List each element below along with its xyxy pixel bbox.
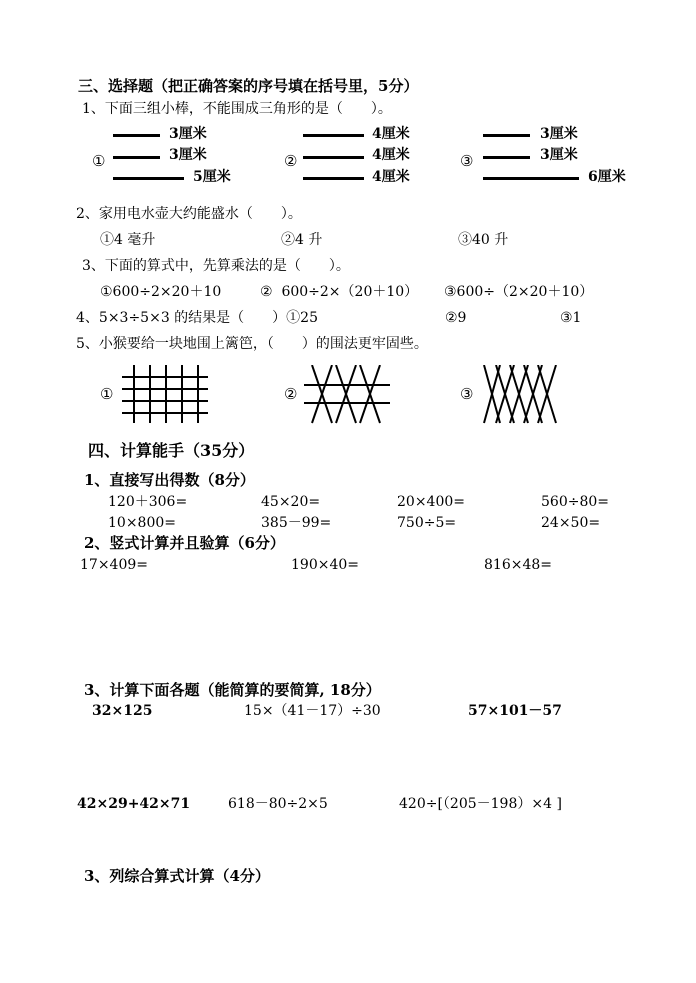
stick-length: 3厘米 bbox=[540, 126, 578, 142]
mental-math-item: 385－99= bbox=[261, 515, 332, 531]
stick bbox=[483, 134, 530, 137]
stick bbox=[303, 177, 364, 180]
simplify-item: 42×29+42×71 bbox=[77, 796, 191, 812]
stick bbox=[303, 134, 364, 137]
stick bbox=[483, 177, 579, 180]
stick bbox=[303, 156, 364, 159]
simplify-item: 15×（41－17）÷30 bbox=[244, 703, 381, 719]
simplify-item: 57×101－57 bbox=[468, 703, 562, 719]
q3-option: ③600÷（2×20＋10） bbox=[444, 284, 594, 300]
q5-text: 5、小猴要给一块地围上篱笆，（ ）的围法更牢固些。 bbox=[76, 336, 428, 352]
q3-option: ①600÷2×20＋10 bbox=[100, 284, 222, 300]
q1-option2-marker: ② bbox=[284, 152, 298, 170]
fence-grid-figure bbox=[120, 365, 210, 425]
q4-option: ③1 bbox=[560, 310, 582, 326]
stick bbox=[113, 134, 160, 137]
mental-math-item: 120＋306= bbox=[108, 494, 188, 510]
q5-marker1: ① bbox=[100, 385, 114, 403]
mental-math-item: 10×800= bbox=[108, 515, 176, 531]
stick-length: 4厘米 bbox=[372, 126, 410, 142]
q2-text: 2、家用电水壶大约能盛水（ ）。 bbox=[76, 206, 302, 222]
stick bbox=[483, 156, 530, 159]
part1-title: 1、直接写出得数（8分） bbox=[84, 471, 255, 489]
stick-length: 3厘米 bbox=[169, 126, 207, 142]
fence-cross-bar-figure bbox=[302, 365, 392, 425]
q2-option: ②4 升 bbox=[281, 232, 323, 248]
q4-text: 4、5×3÷5×3 的结果是（ ）①25 bbox=[76, 310, 318, 326]
stick bbox=[113, 177, 184, 180]
q2-option: ①4 毫升 bbox=[100, 232, 156, 248]
part2-title: 2、竖式计算并且验算（6分） bbox=[84, 534, 285, 552]
q1-option3-marker: ③ bbox=[460, 152, 474, 170]
q1-option1-marker: ① bbox=[92, 152, 106, 170]
stick-length: 3厘米 bbox=[540, 147, 578, 163]
fence-cross-figure bbox=[480, 365, 560, 425]
q5-marker2: ② bbox=[284, 385, 298, 403]
stick-length: 5厘米 bbox=[193, 169, 231, 185]
section4-heading: 四、计算能手（35分） bbox=[88, 441, 255, 460]
part3-title: 3、计算下面各题（能简算的要简算, 18分） bbox=[84, 681, 381, 699]
simplify-item: 32×125 bbox=[92, 703, 153, 719]
part4-title: 3、列综合算式计算（4分） bbox=[84, 867, 270, 885]
mental-math-item: 560÷80= bbox=[541, 494, 609, 510]
stick-length: 4厘米 bbox=[372, 147, 410, 163]
q4-option: ②9 bbox=[445, 310, 467, 326]
section3-heading: 三、选择题（把正确答案的序号填在括号里，5分） bbox=[78, 77, 419, 95]
vertical-calc-item: 816×48= bbox=[484, 557, 552, 573]
stick-length: 3厘米 bbox=[169, 147, 207, 163]
vertical-calc-item: 190×40= bbox=[291, 557, 359, 573]
q3-option: ② 600÷2×（20＋10） bbox=[260, 284, 419, 300]
mental-math-item: 20×400= bbox=[397, 494, 465, 510]
q2-option: ③40 升 bbox=[458, 232, 509, 248]
simplify-item: 618－80÷2×5 bbox=[228, 796, 328, 812]
mental-math-item: 45×20= bbox=[261, 494, 321, 510]
q3-text: 3、下面的算式中，先算乘法的是（ ）。 bbox=[82, 258, 350, 274]
mental-math-item: 24×50= bbox=[541, 515, 601, 531]
stick-length: 4厘米 bbox=[372, 169, 410, 185]
q1-text: 1、下面三组小棒，不能围成三角形的是（ ）。 bbox=[82, 101, 392, 117]
vertical-calc-item: 17×409= bbox=[80, 557, 148, 573]
stick bbox=[113, 156, 160, 159]
stick-length: 6厘米 bbox=[588, 169, 626, 185]
mental-math-item: 750÷5= bbox=[397, 515, 457, 531]
q5-marker3: ③ bbox=[460, 385, 474, 403]
simplify-item: 420÷[（205－198）×4 ] bbox=[399, 796, 562, 812]
